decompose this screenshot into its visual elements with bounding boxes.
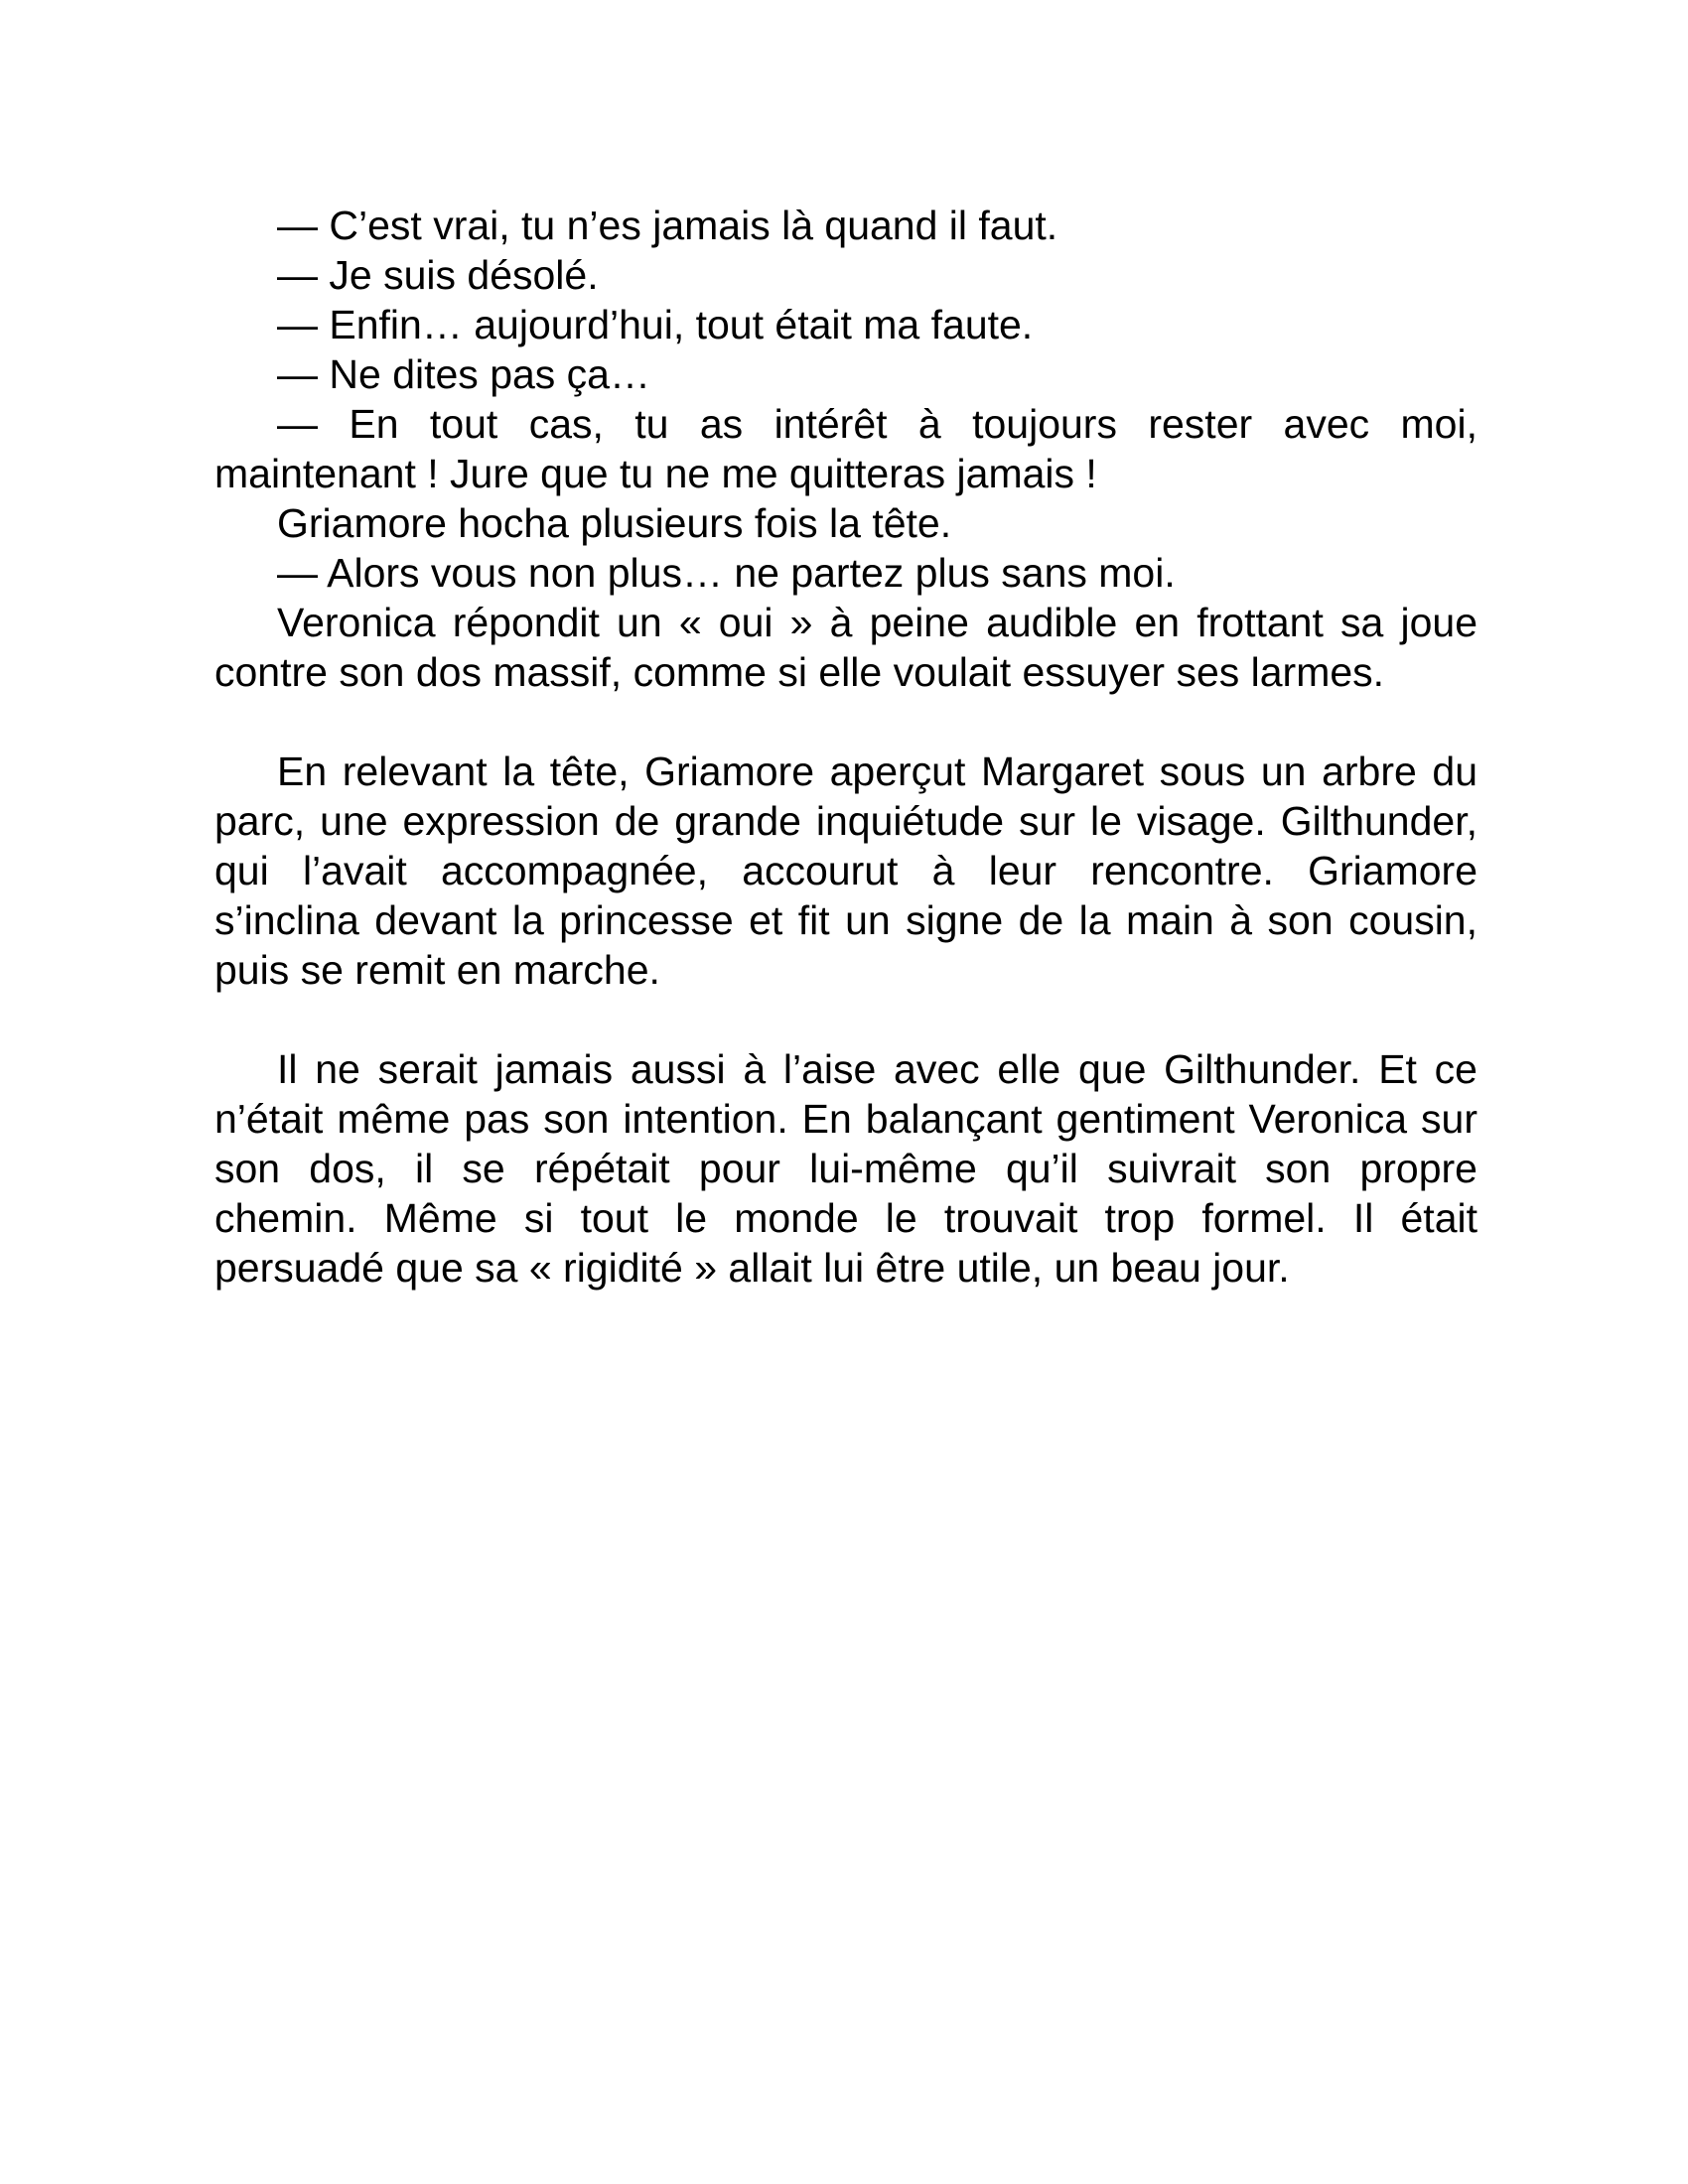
text-line: Griamore hocha plusieurs fois la tête. bbox=[277, 500, 952, 546]
text-line: chemin. Même si tout le monde le trouvait trop formel. Il était bbox=[214, 1195, 1477, 1241]
text-line: puis se remit en marche. bbox=[214, 947, 660, 993]
text-line: — Je suis désolé. bbox=[277, 252, 599, 298]
text-line: qui l’avait accompagnée, accourut à leur rencontre. Griamore bbox=[214, 848, 1477, 893]
page-text-block bbox=[214, 201, 1477, 1293]
text-line: En relevant la tête, Griamore aperçut Margaret sous un arbre du bbox=[277, 749, 1477, 794]
text-line: — Alors vous non plus… ne partez plus sans moi. bbox=[277, 550, 1176, 596]
text-line: — En tout cas, tu as intérêt à toujours rester avec moi, bbox=[277, 401, 1477, 447]
text-line: maintenant ! Jure que tu ne me quitteras jamais ! bbox=[214, 451, 1097, 496]
text-line: n’était même pas son intention. En balançant gentiment Veronica sur bbox=[214, 1096, 1477, 1142]
text-line: — Enfin… aujourd’hui, tout était ma faute. bbox=[277, 302, 1034, 347]
text-line: Veronica répondit un « oui » à peine audible en frottant sa joue bbox=[277, 600, 1477, 645]
text-line: — C’est vrai, tu n’es jamais là quand il faut. bbox=[277, 203, 1058, 248]
text-line: son dos, il se répétait pour lui-même qu’il suivrait son propre bbox=[214, 1146, 1477, 1191]
text-line: — Ne dites pas ça… bbox=[277, 351, 650, 397]
text-line: Il ne serait jamais aussi à l’aise avec elle que Gilthunder. Et ce bbox=[277, 1046, 1477, 1092]
text-line: parc, une expression de grande inquiétude sur le visage. Gilthunder, bbox=[214, 798, 1477, 844]
text-line: persuadé que sa « rigidité » allait lui être utile, un beau jour. bbox=[214, 1245, 1290, 1291]
text-line: s’inclina devant la princesse et fit un signe de la main à son cousin, bbox=[214, 897, 1477, 943]
text-line: contre son dos massif, comme si elle voulait essuyer ses larmes. bbox=[214, 649, 1385, 695]
